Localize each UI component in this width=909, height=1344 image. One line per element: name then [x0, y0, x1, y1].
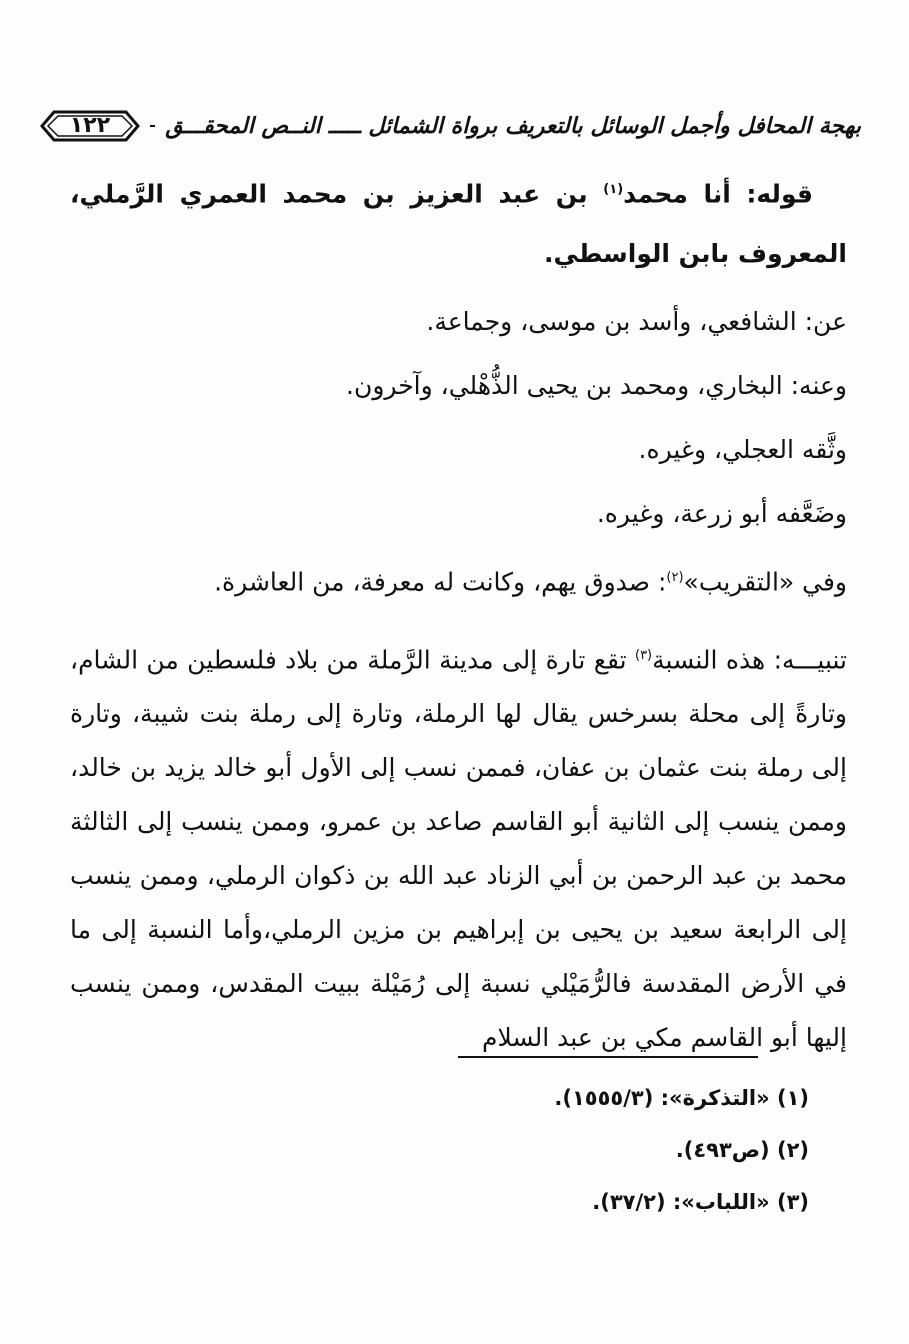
header-title: بهجة المحافل وأجمل الوسائل بالتعريف برواة الشمائل ـــــ النــص المحقـــق	[165, 113, 861, 139]
note-rest: تقع تارة إلى مدينة الرَّملة من بلاد فلسطين من الشام، وتارةً إلى محلة بسرخس يقال لها الرملة، وتارة إلى رملة بنت شيبة، وتارة إلى رملة بنت عثمان بن عفان، فممن نسب إلى الأول أبو خالد يزيد بن خالد، وممن ينسب إلى الثانية أبو القاسم صاعد بن عمرو، وممن ينسب إلى الثالثة محمد بن عبد الرحمن بن أبي الزناد عبد الله بن ذكوان الرملي، وممن ينسب إلى الرابعة سعيد بن يحيى بن إبراهيم بن مزين الرملي،وأما النسبة إلى ما في الأرض المقدسة فالرُّمَيْلي نسبة إلى رُمَيْلة ببيت المقدس، وممن ينسب إليها أبو القاسم مكي بن عبد السلام	[70, 644, 847, 1052]
heading-lead: قوله: أنا محمد	[623, 179, 813, 209]
footnote-1: (١) «التذكرة»: (١٥٥٥/٣).	[554, 1086, 809, 1110]
teachers-line: عن: الشافعي، وأسد بن موسى، وجماعة.	[426, 307, 847, 337]
footnote-ref-2: (٢)	[666, 570, 684, 586]
footnote-ref-1: (١)	[603, 182, 624, 197]
weak-line: وضَعَّفه أبو زرعة، وغيره.	[596, 499, 847, 529]
page-number: ١٢٢	[69, 113, 111, 138]
running-header	[40, 98, 861, 154]
taqrib-line	[70, 546, 847, 614]
footnote-3: (٣) «اللباب»: (٣٧/٢).	[592, 1190, 809, 1214]
taqrib-rest: : صدوق يهم، وكانت له معرفة، من العاشرة.	[214, 567, 667, 597]
taqrib-lead: وفي «التقريب»	[683, 567, 847, 597]
trustworthy-line: وثَّقه العجلي، وغيره.	[638, 435, 847, 465]
note-paragraph	[70, 629, 847, 1065]
footnote-ref-3: (٣)	[634, 647, 653, 663]
header-rule	[150, 125, 155, 127]
footnote-separator	[458, 1056, 758, 1058]
students-line: وعنه: البخاري، ومحمد بن يحيى الذُّهْلي، وآخرون.	[346, 371, 847, 401]
main-text	[70, 160, 847, 1065]
entry-heading	[70, 160, 847, 284]
footnotes	[120, 1072, 809, 1228]
note-lead: تنبيـــه: هذه النسبة	[652, 644, 847, 674]
footnote-2: (٢) (ص٤٩٣).	[675, 1138, 809, 1162]
page-number-badge	[40, 109, 140, 143]
heading-rest: بن عبد العزيز بن محمد العمري الرَّملي، المعروف بابن الواسطي.	[70, 179, 847, 269]
